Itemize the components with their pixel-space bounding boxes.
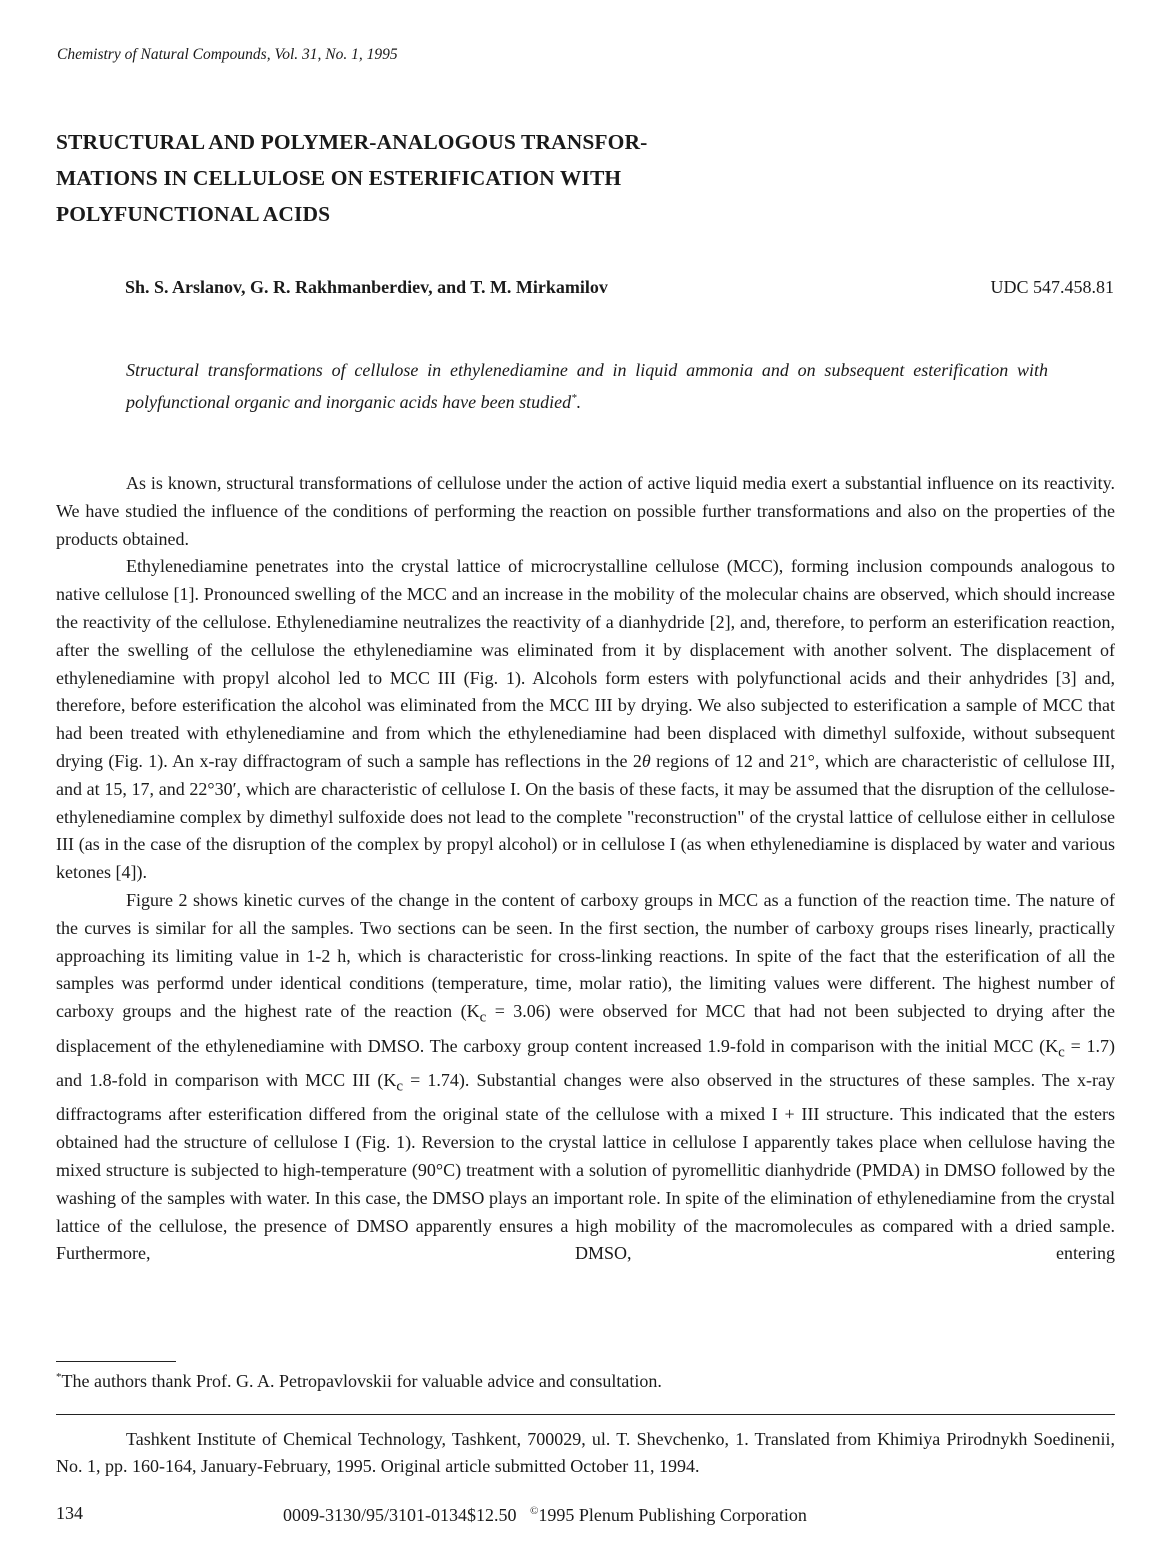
paragraph-3-part-c: = 1.7) and 1.8-fold in comparison with MCC III (K [56, 1035, 1115, 1090]
publication-code [283, 1505, 807, 1526]
paragraph-3-part-a: Figure 2 shows kinetic curves of the change in the content of carboxy groups in MCC as a function of the reaction time. The nature of the curves is similar for all the samples. Two sections can be seen. In the first section, the number of carboxy groups rises linearly, practically approaching its limiting value in 1-2 h, which is characteristic for cross-linking reactions. In spite of the fact that the esterification of all the samples was performd under identical conditions (temperature, time, molar ratio), the limiting values were different. The highest number of carboxy groups and the highest rate of the reaction (K [56, 889, 1115, 1022]
footnote-text: The authors thank Prof. G. A. Petropavlovskii for valuable advice and consultation. [61, 1371, 662, 1391]
abstract-footnote-mark[interactable]: * [571, 391, 577, 404]
subscript-c: c [1058, 1044, 1065, 1061]
title-line-1: STRUCTURAL AND POLYMER-ANALOGOUS TRANSFOR- [56, 130, 648, 154]
title-line-3: POLYFUNCTIONAL ACIDS [56, 202, 331, 226]
abstract-text: Structural transformations of cellulose in ethylenediamine and in liquid ammonia and on subsequent esterification with polyfunctional organic and inorganic acids have been studied [126, 360, 1048, 412]
paragraph-1: As is known, structural transformations of cellulose under the action of active liquid media exert a substantial influence on its reactivity. We have studied the influence of the conditions of performing the reaction on possible further transformations and also on the properties of the products obtained. [56, 473, 1115, 549]
affiliation-divider [56, 1414, 1115, 1415]
copyright-text: 1995 Plenum Publishing Corporation [538, 1505, 807, 1525]
authors: Sh. S. Arslanov, G. R. Rakhmanberdiev, and T. M. Mirkamilov [125, 277, 608, 297]
article-title [56, 124, 816, 232]
page-number: 134 [56, 1503, 83, 1523]
title-line-2: MATIONS IN CELLULOSE ON ESTERIFICATION WITH [56, 166, 622, 190]
paragraph-2-part-b: regions of 12 and 21°, which are characteristic of cellulose III, and at 15, 17, and 22°30′, which are characteristic of cellulose I. On the basis of these facts, it may be assumed that the disruption of the cellulose-ethylenediamine complex by dimethyl sulfoxide does not lead to the complete "reconstruction" of the crystal lattice of cellulose either in cellulose III (as in the case of the disruption of the complex by propyl alcohol) or in cellulose I (as when ethylenediamine is displaced by water and various ketones [4]). [56, 750, 1115, 883]
udc-code: UDC 547.458.81 [990, 277, 1114, 297]
footnote-mark: * [56, 1371, 62, 1383]
affiliation: Tashkent Institute of Chemical Technology, Tashkent, 700029, ul. T. Shevchenko, 1. Translated from Khimiya Prirodnykh Soedinenii, No. 1, pp. 160-164, January-February, 1995. Original article submitted October 11, 1994. [56, 1429, 1115, 1476]
paragraph-3-part-b: = 3.06) were observed for MCC that had not been subjected to drying after the displacement of the ethylenediamine with DMSO. The carboxy group content increased 1.9-fold in comparison with the initial MCC (K [56, 1001, 1115, 1056]
abstract [126, 357, 1048, 416]
footnote-divider [56, 1361, 176, 1362]
theta-symbol: θ [641, 750, 651, 771]
footnote [56, 1371, 662, 1392]
journal-citation: Chemistry of Natural Compounds, Vol. 31, No. 1, 1995 [57, 46, 398, 63]
abstract-end: . [576, 391, 582, 412]
subscript-c: c [396, 1078, 403, 1095]
copyright-symbol: © [530, 1505, 539, 1517]
body-text [56, 470, 1115, 1268]
paragraph-2-part-a: Ethylenediamine penetrates into the crystal lattice of microcrystalline cellulose (MCC), forming inclusion compounds analogous to native cellulose [1]. Pronounced swelling of the MCC and an increase in the mobility of the molecular chains are observed, which should increase the reactivity of the cellulose. Ethylenediamine neutralizes the reactivity of a dianhydride [2], and, therefore, to perform an esterification reaction, after the swelling of the cellulose the ethylenediamine was eliminated from it by displacement with another solvent. The displacement of ethylenediamine with propyl alcohol led to MCC III (Fig. 1). Alcohols form esters with polyfunctional acids and their anhydrides [3] and, therefore, before esterification the alcohol was eliminated from the MCC III by drying. We also subjected to esterification a sample of MCC that had been treated with ethylenediamine and from which the ethylenediamine had been displaced with dimethyl sulfoxide, without subsequent drying (Fig. 1). An x-ray diffractogram of such a sample has reflections in the 2 [56, 556, 1115, 771]
paragraph-2 [56, 553, 1115, 887]
paragraph-3 [56, 887, 1115, 1268]
paragraph-3-part-d: = 1.74). Substantial changes were also observed in the structures of these samples. The x-ray diffractograms after esterification differed from the original state of the cellulose with a mixed I + III structure. This indicated that the esters obtained had the structure of cellulose I (Fig. 1). Reversion to the crystal lattice in cellulose I apparently takes place when cellulose having the mixed structure is subjected to high-temperature (90°C) treatment with a solution of pyromellitic dianhydride (PMDA) in DMSO followed by the washing of the samples with water. In this case, the DMSO plays an important role. In spite of the elimination of ethylenediamine from the crystal lattice of the cellulose, the presence of DMSO apparently ensures a high mobility of the macromolecules as compared with a dried sample. Furthermore, DMSO, entering [56, 1069, 1116, 1264]
subscript-c: c [479, 1009, 487, 1026]
article-code: 0009-3130/95/3101-0134$12.50 [283, 1505, 517, 1525]
